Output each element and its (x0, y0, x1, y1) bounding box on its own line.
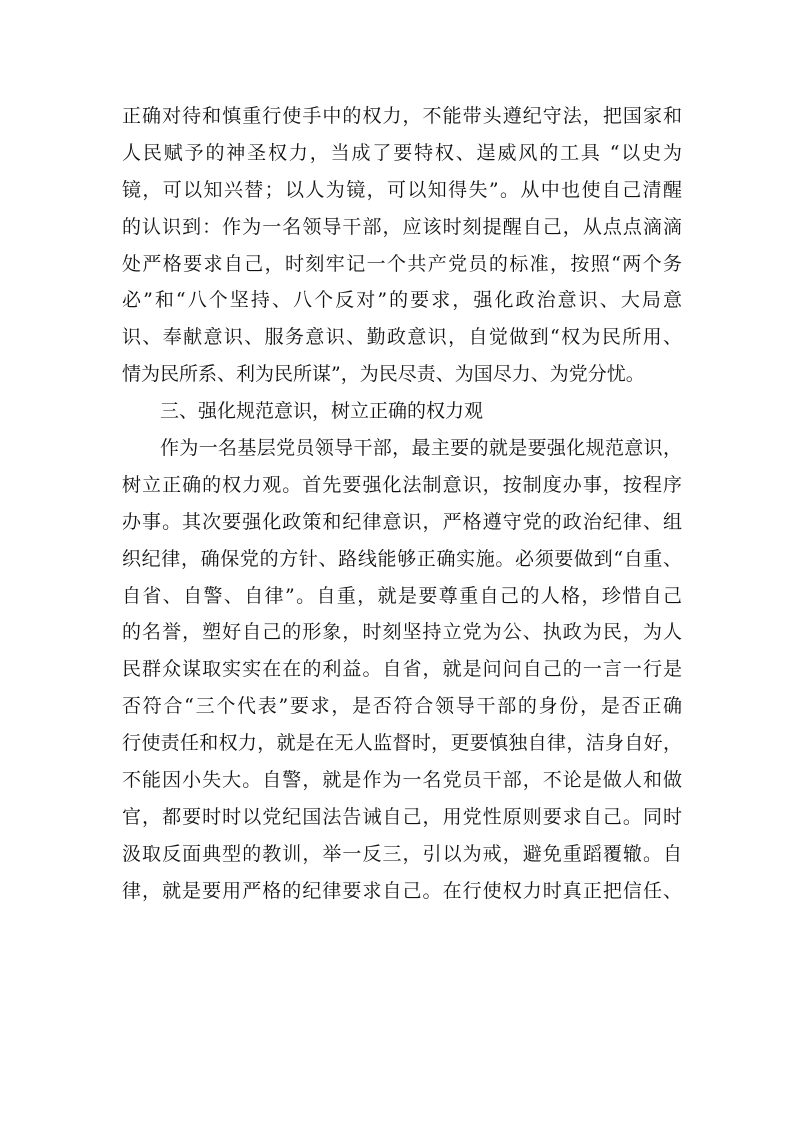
text-line: 的认识到：作为一名领导干部，应该时刻提醒自己，从点点滴滴 (122, 215, 682, 238)
heading-text: 三、强化规范意识，树立正确的权力观 (160, 400, 484, 423)
text-line: 镜，可以知兴替；以人为镜，可以知得失”。从中也使自己清醒 (122, 178, 682, 201)
text-line: 正确对待和慎重行使手中的权力，不能带头遵纪守法，把国家和 (122, 105, 682, 127)
text-line: 识、奉献意识、服务意识、勤政意识，自觉做到“权为民所用、 (122, 326, 682, 349)
text-line: 官，都要时时以党纪国法告诫自己，用党性原则要求自己。同时 (122, 805, 682, 828)
text-line: 的名誉，塑好自己的形象，时刻坚持立党为公、执政为民，为人 (122, 621, 682, 644)
text-line: 树立正确的权力观。首先要强化法制意识，按制度办事，按程序 (122, 473, 682, 496)
text-line: 否符合“三个代表”要求，是否符合领导干部的身份，是否正确 (122, 695, 682, 718)
text-line: 不能因小失大。自警，就是作为一名党员干部，不论是做人和做 (122, 769, 682, 792)
text-line: 处严格要求自己，时刻牢记一个共产党员的标准，按照“两个务 (122, 252, 682, 275)
text-line: 作为一名基层党员领导干部，最主要的就是要强化规范意识， (160, 437, 682, 460)
text-line: 行使责任和权力，就是在无人监督时，更要慎独自律，洁身自好， (122, 732, 682, 755)
text-line: 人民赋予的神圣权力，当成了要特权、逞威风的工具 “以史为 (122, 141, 682, 164)
text-line: 办事。其次要强化政策和纪律意识，严格遵守党的政治纪律、组 (122, 510, 682, 533)
text-line: 必”和“八个坚持、八个反对”的要求，强化政治意识、大局意 (122, 289, 682, 312)
text-line: 织纪律，确保党的方针、路线能够正确实施。必须要做到“自重、 (122, 547, 682, 570)
paragraph-standards-awareness (122, 430, 682, 910)
text-line: 律，就是要用严格的纪律要求自己。在行使权力时真正把信任、 (122, 879, 682, 902)
text-line: 自省、自警、自律”。自重，就是要尊重自己的人格，珍惜自己 (122, 584, 682, 607)
text-line: 民群众谋取实实在在的利益。自省，就是问问自己的一言一行是 (122, 658, 682, 681)
text-line: 情为民所系、利为民所谋”，为民尽责、为国尽力、为党分忧。 (122, 363, 645, 386)
text-line: 汲取反面典型的教训，举一反三，引以为戒，避免重蹈覆辙。自 (122, 842, 682, 865)
body-text (122, 98, 682, 910)
section-heading-3 (122, 393, 682, 430)
paragraph-power-misuse (122, 98, 682, 393)
